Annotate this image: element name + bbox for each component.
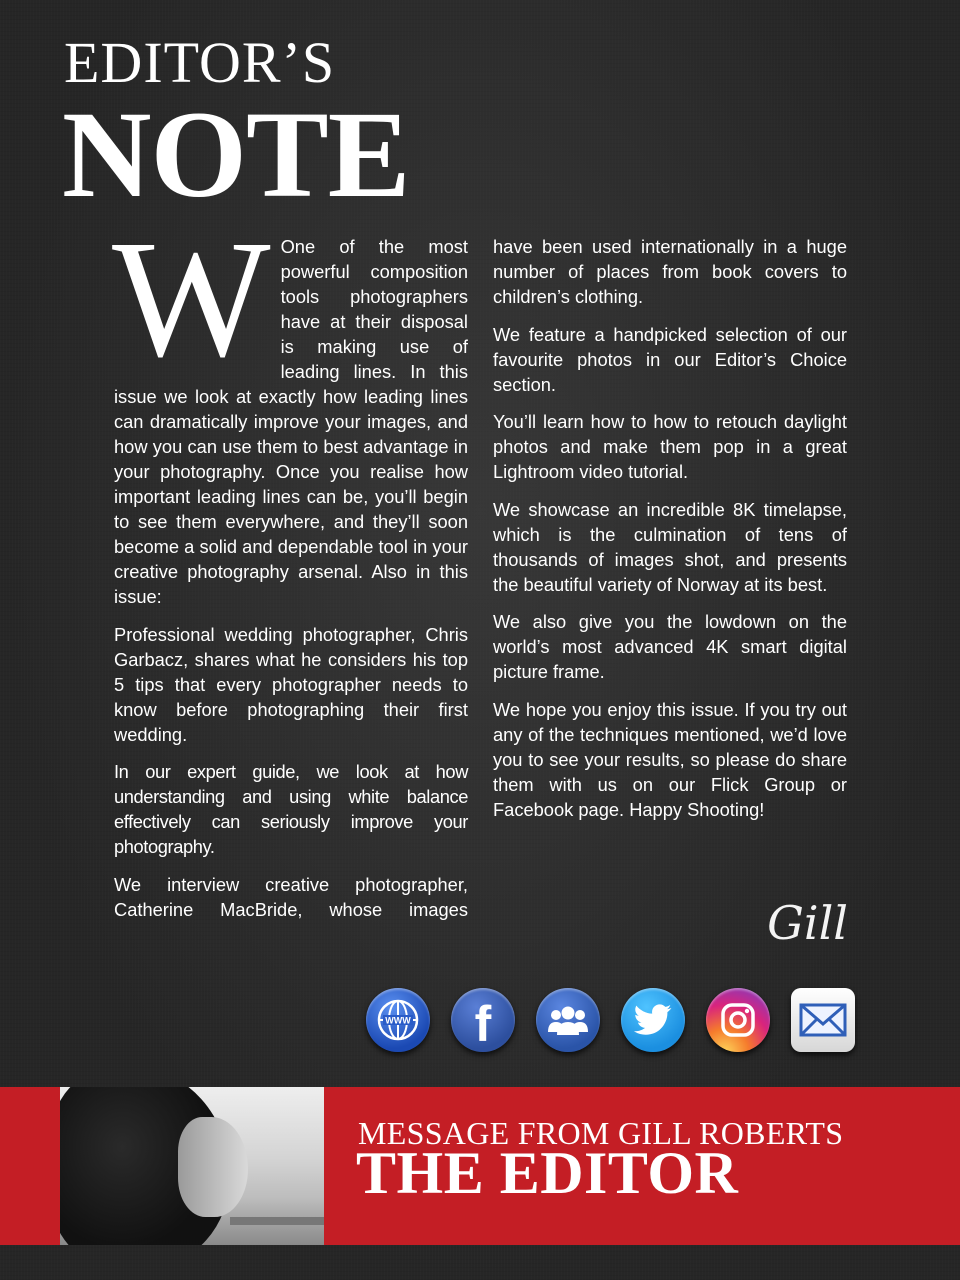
twitter-icon[interactable] (621, 988, 685, 1052)
editor-signature: Gill (767, 896, 848, 950)
article-paragraph: have been used internationally in a huge number of places from book covers to children’s clothing. (493, 236, 847, 307)
page-title: NOTE (62, 86, 410, 223)
article-paragraph: We showcase an incredible 8K timelapse, which is the culmination of tens of thousands of images shot, and presents the beautiful variety of Norway at its best. (493, 498, 847, 595)
facebook-icon[interactable] (451, 988, 515, 1052)
photo-face (178, 1117, 248, 1217)
banner-subtitle: MESSAGE FROM GILL ROBERTS (358, 1115, 844, 1151)
article-paragraph-text: One of the most powerful composition tools photographers have at their disposal is making use of leading lines. In this issue we look at exactly how leading lines can dramatically improve your images, and how you can use them to best advantage in your photography. Once you realise how important leading lines can be, you’ll begin to see them everywhere, and they’ll soon become a solid and dependable tool in your creative photography arsenal. Also in this issue: (114, 236, 468, 607)
article-paragraph: You’ll learn how to how to retouch daylight photos and make them pop in a great Lightroom video tutorial. (493, 411, 847, 482)
article-paragraph (112, 206, 468, 609)
group-icon[interactable] (536, 988, 600, 1052)
article-paragraph: We also give you the lowdown on the world’s most advanced 4K smart digital picture frame. (493, 611, 847, 682)
article-paragraph: We feature a handpicked selection of our favourite photos in our Editor’s Choice section. (493, 323, 847, 395)
editors-kicker: EDITOR’S (64, 30, 336, 95)
article-paragraph: In our expert guide, we look at how understanding and using white balance effectively can seriously improve your photography. (114, 761, 468, 857)
mail-icon[interactable] (791, 988, 855, 1052)
www-label: WWW (385, 1015, 411, 1026)
article-column-right (493, 234, 847, 834)
photo-shoreline (230, 1217, 324, 1225)
article-paragraph: Professional wedding photographer, Chris Garbacz, shares what he considers his top 5 tips that every photographer needs to know before photographing their first wedding. (114, 623, 468, 745)
drop-cap: W (112, 206, 271, 392)
article-paragraph: We hope you enjoy this issue. If you try out any of the techniques mentioned, we’d love you to see your results, so please do share them with us on our Flick Group or Facebook page. Happy Shooting! (493, 698, 847, 820)
article-paragraph: We interview creative photographer, Catherine MacBride, whose images (114, 873, 468, 920)
facebook-glyph: f (474, 996, 492, 1052)
editor-photo (60, 1087, 324, 1245)
social-links (366, 988, 855, 1052)
globe-www-icon[interactable] (366, 988, 430, 1052)
article-column-left (112, 206, 468, 934)
banner-title: THE EDITOR (356, 1140, 739, 1206)
instagram-icon[interactable] (706, 988, 770, 1052)
